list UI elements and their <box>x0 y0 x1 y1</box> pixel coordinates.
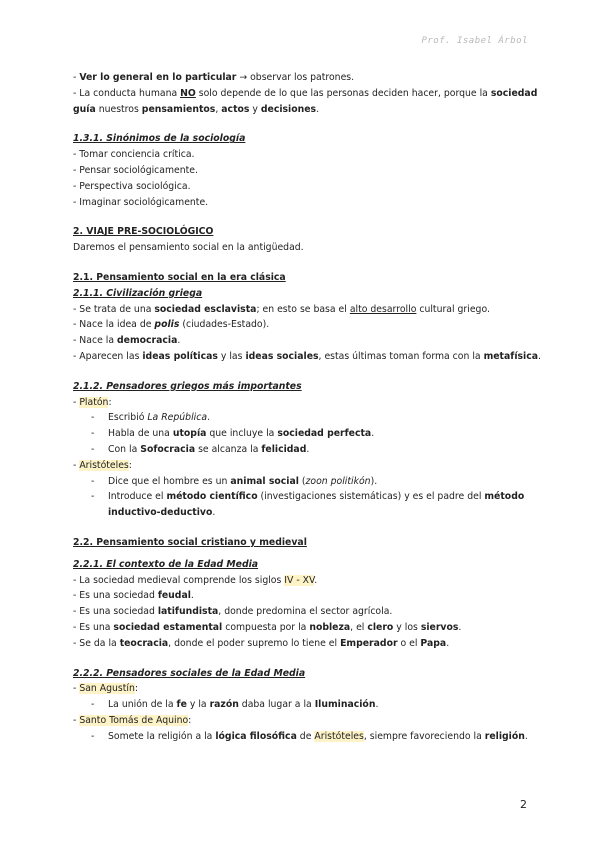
intro-line-1: - Ver lo general en lo particular → observar los patrones. <box>73 72 355 83</box>
page-number: 2 <box>520 798 527 811</box>
list-item: - Perspectiva sociológica. <box>73 180 191 192</box>
list-item: - Imaginar sociológicamente. <box>73 196 209 208</box>
intro-line-2: - La conducta humana NO solo depende de lo que las personas deciden hacer, porque la sociedad <box>73 87 538 99</box>
list-item: - Se da la teocracia, donde el poder supremo lo tiene el Emperador o el Papa. <box>73 637 450 649</box>
list-item: - Aparecen las ideas políticas y las ideas sociales, estas últimas toman forma con la metafísica. <box>73 350 541 362</box>
sub-list-item: - Introduce el método científico (investigaciones sistemáticas) y es el padre del método inductivo-deductivo. <box>91 491 525 519</box>
document-body <box>73 70 541 744</box>
section-heading-2-1: 2.1. Pensamiento social en la era clásica <box>73 271 286 283</box>
sub-list-item: - Dice que el hombre es un animal social (zoon politikón). <box>91 475 378 487</box>
section-heading-2-2-1: 2.2.1. El contexto de la Edad Media <box>73 558 259 570</box>
section-heading-viaje: 2. VIAJE PRE-SOCIOLÓGICO <box>73 226 214 238</box>
list-item: - Pensar sociológicamente. <box>73 164 198 176</box>
list-item-aristoteles: - Aristóteles: <box>73 459 132 471</box>
section-heading-2-1-2: 2.1.2. Pensadores griegos más importantes <box>73 380 302 392</box>
list-item: - Es una sociedad estamental compuesta por la nobleza, el clero y los siervos. <box>73 621 462 633</box>
list-item: - Nace la democracia. <box>73 335 181 347</box>
intro-line-3: guía nuestros pensamientos, actos y decisiones. <box>73 103 320 115</box>
list-item-platon: - Platón: <box>73 396 112 408</box>
list-item-agustin: - San Agustín: <box>73 683 139 695</box>
list-item: - La sociedad medieval comprende los siglos IV - XV. <box>73 574 318 586</box>
sub-list-item: - Escribió La República. <box>91 412 211 424</box>
sub-list-item: - Somete la religión a la lógica filosófica de Aristóteles, siempre favoreciendo la religión. <box>91 730 528 742</box>
list-item: - Es una sociedad feudal. <box>73 590 194 602</box>
sub-list-item: - La unión de la fe y la razón daba lugar a la Iluminación. <box>91 699 379 711</box>
sub-list-item: - Con la Sofocracia se alcanza la felicidad. <box>91 443 310 455</box>
list-item: - Se trata de una sociedad esclavista; en esto se basa el alto desarrollo cultural griego. <box>73 303 490 315</box>
list-item: - Es una sociedad latifundista, donde predomina el sector agrícola. <box>73 606 393 618</box>
section-heading-2-1-1: 2.1.1. Civilización griega <box>73 287 203 299</box>
section-heading-2-2: 2.2. Pensamiento social cristiano y medieval <box>73 536 307 548</box>
paragraph: Daremos el pensamiento social en la antigüedad. <box>73 242 304 254</box>
list-item-tomas: - Santo Tomás de Aquino: <box>73 714 192 726</box>
list-item: - Nace la idea de polis (ciudades-Estado). <box>73 319 270 331</box>
section-heading-2-2-2: 2.2.2. Pensadores sociales de la Edad Media <box>73 667 306 679</box>
sub-list-item: - Habla de una utopía que incluye la sociedad perfecta. <box>91 428 375 440</box>
list-item: - Tomar conciencia crítica. <box>73 149 195 161</box>
section-heading-synonyms: 1.3.1. Sinónimos de la sociología <box>73 133 246 145</box>
page-header-author: Prof. Isabel Árbol <box>421 36 528 46</box>
